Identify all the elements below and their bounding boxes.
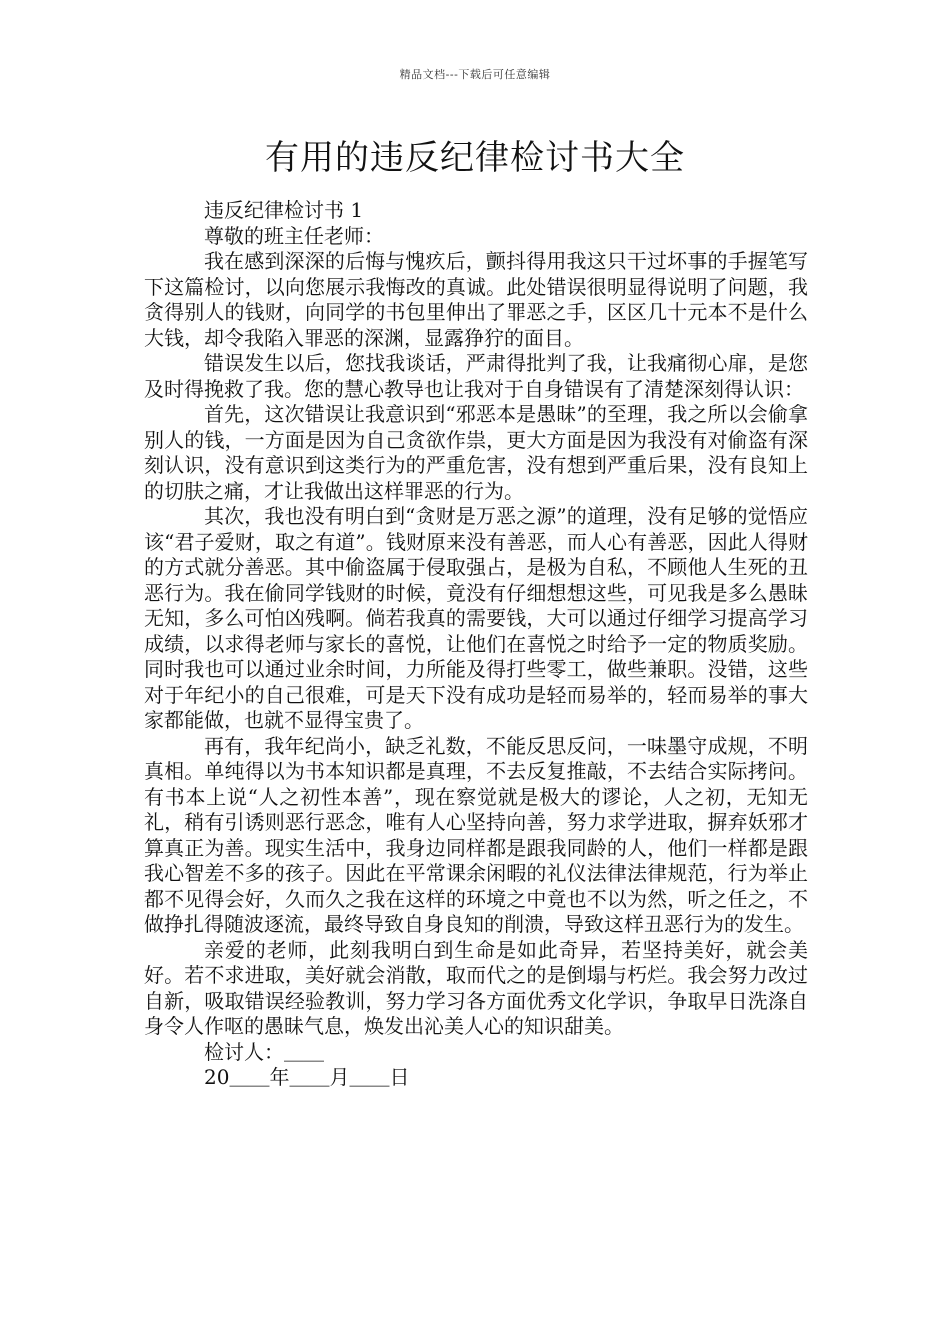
date-line: 20＿＿年＿＿月＿＿日 (204, 1065, 410, 1089)
signature-line: 检讨人：＿＿ (204, 1039, 324, 1064)
paragraph-2: 错误发生以后，您找我谈话，严肃得批判了我，让我痛彻心扉，是您及时得挽救了我。您的慧心教导也让我对于自身错误有了清楚深刻得认识： (144, 351, 808, 401)
paragraph-3: 首先，这次错误让我意识到“邪恶本是愚昧”的至理，我之所以会偷拿别人的钱，一方面是因为自己贪欲作祟，更大方面是因为我没有对偷盗有深刻认识，没有意识到这类行为的严重危害，没有想到严重后果，没有良知上的切肤之痛，才让我做出这样罪恶的行为。 (144, 402, 808, 503)
paragraph-4: 其次，我也没有明白到“贪财是万恶之源”的道理，没有足够的觉悟应该“君子爱财，取之有道”。钱财原来没有善恶，而人心有善恶，因此人得财的方式就分善恶。其中偷盗属于侵取强占，是极为自私，不顾他人生死的丑恶行为。我在偷同学钱财的时候，竟没有仔细想想这些，可见我是多么愚昧无知，多么可怕凶残啊。倘若我真的需要钱，大可以通过仔细学习提高学习成绩，以求得老师与家长的喜悦，让他们在喜悦之时给予一定的物质奖励。同时我也可以通过业余时间，力所能及得打些零工，做些兼职。没错，这些对于年纪小的自己很难，可是天下没有成功是轻而易举的，轻而易举的事大家都能做，也就不显得宝贵了。 (144, 504, 808, 732)
section-heading: 违反纪律检讨书 1 (204, 198, 364, 222)
paragraph-5: 再有，我年纪尚小，缺乏礼数，不能反思反问，一味墨守成规，不明真相。单纯得以为书本知识都是真理，不去反复推敲，不去结合实际拷问。有书本上说“人之初性本善”，现在察觉就是极大的谬论，人之初，无知无礼，稍有引诱则恶行恶念，唯有人心坚持向善，努力求学进取，摒弃妖邪才算真正为善。现实生活中，我身边同样都是跟我同龄的人，他们一样都是跟我心智差不多的孩子。因此在平常课余闲暇的礼仪法律法律规范，行为举止都不见得会好，久而久之我在这样的环境之中竟也不以为然，听之任之，不做挣扎得随波逐流，最终导致自身良知的削溃，导致这样丑恶行为的发生。 (144, 733, 808, 936)
paragraph-1: 我在感到深深的后悔与愧疚后，颤抖得用我这只干过坏事的手握笔写下这篇检讨，以向您展示我悔改的真诚。此处错误很明显得说明了问题，我贪得别人的钱财，向同学的书包里伸出了罪恶之手，区区几十元本不是什么大钱，却令我陷入罪恶的深渊，显露狰狞的面目。 (144, 249, 808, 350)
salutation: 尊敬的班主任老师： (204, 223, 384, 248)
paragraph-6: 亲爱的老师，此刻我明白到生命是如此奇异，若坚持美好，就会美好。若不求进取，美好就会消散，取而代之的是倒塌与朽烂。我会努力改过自新，吸取错误经验教训，努力学习各方面优秀文化学识，争取早日洗涤自身令人作呕的愚昧气息，焕发出沁美人心的知识甜美。 (144, 937, 808, 1038)
document-body (144, 198, 808, 1091)
header-note: 精品文档---下载后可任意编辑 (399, 68, 551, 81)
document-title: 有用的违反纪律检讨书大全 (265, 138, 685, 178)
